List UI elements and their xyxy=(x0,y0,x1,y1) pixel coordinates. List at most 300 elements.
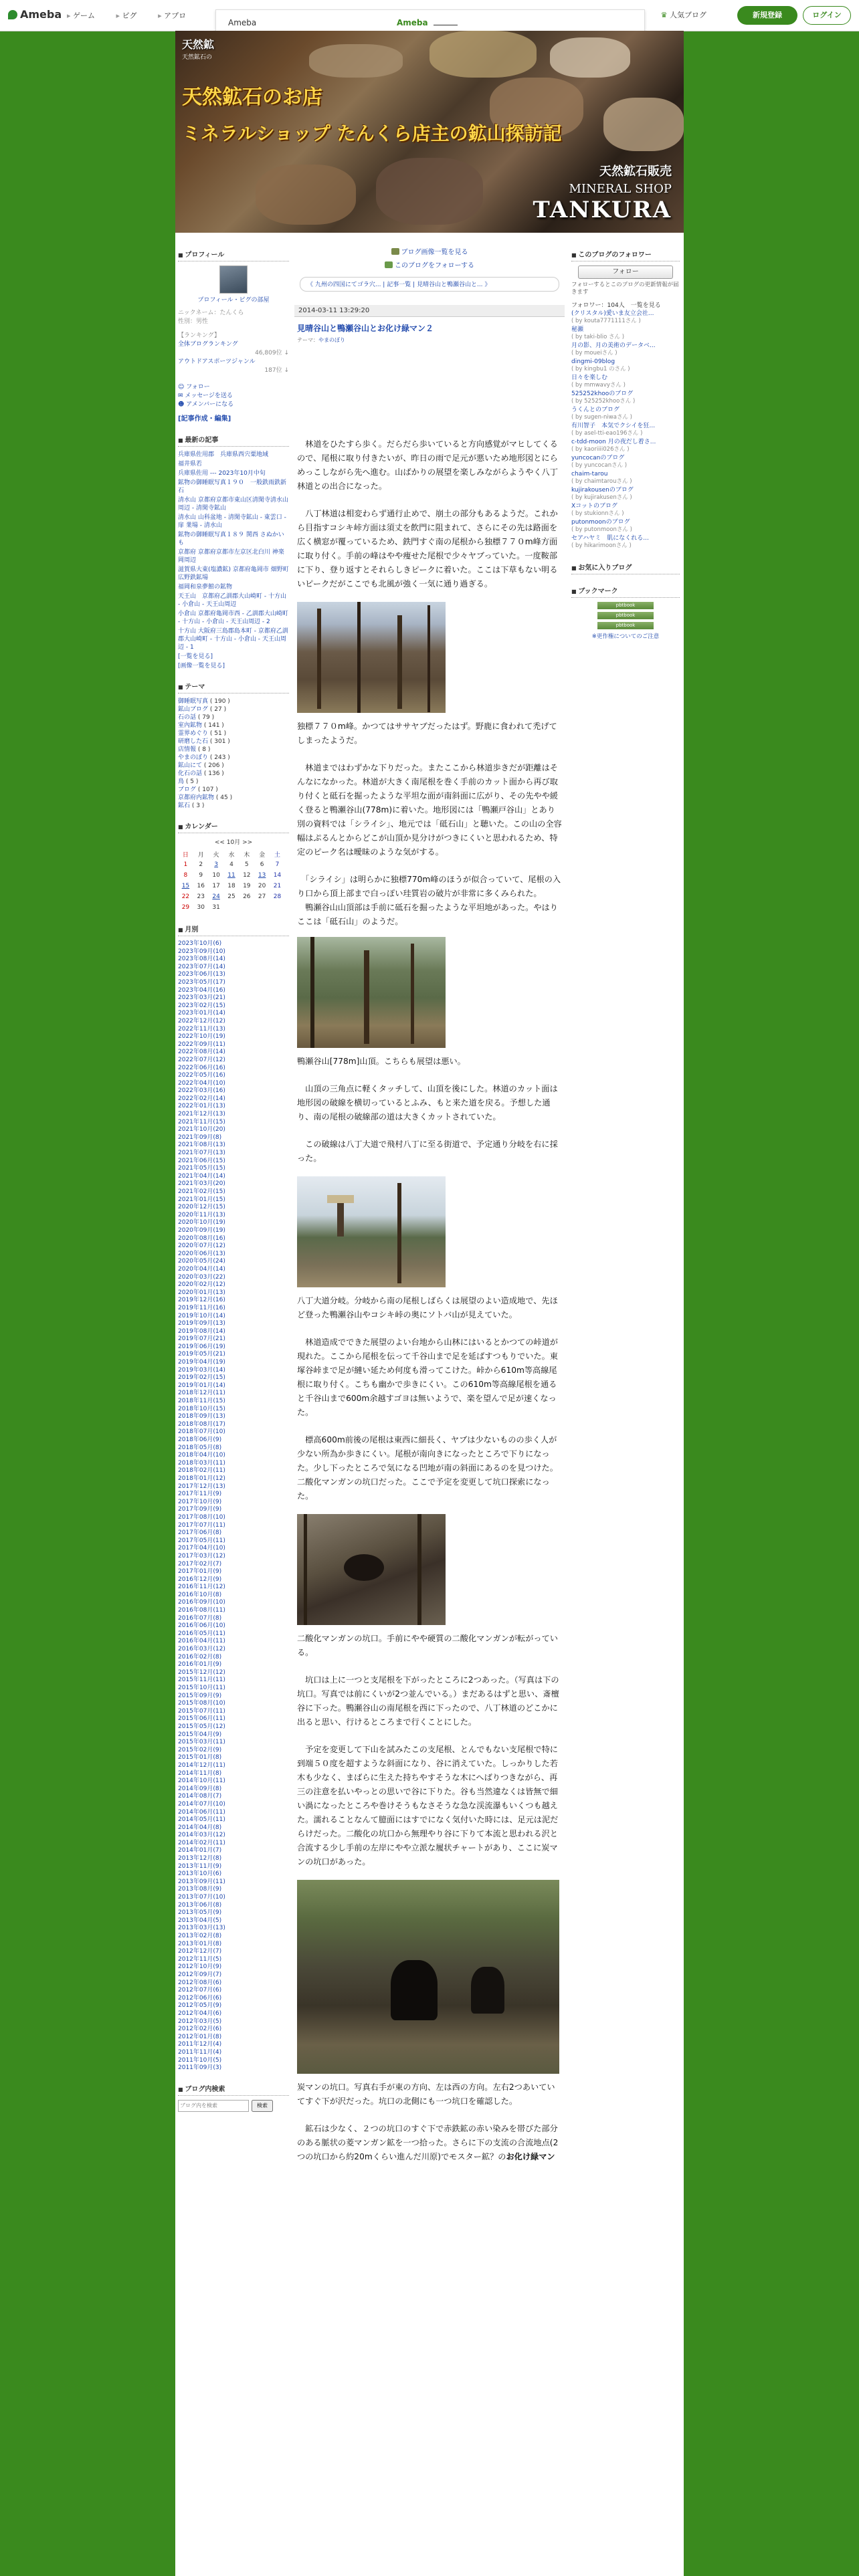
monthly-archive-link[interactable]: 2012年07月(6) xyxy=(178,1987,222,1994)
calendar-day: 28 xyxy=(273,893,282,900)
follower-blog-link[interactable]: dingmi-09blog xyxy=(571,358,615,365)
calendar-day: 5 xyxy=(244,861,249,868)
theme-item[interactable] xyxy=(178,770,289,778)
monthly-archive-link[interactable]: 2016年05月(11) xyxy=(178,1630,225,1637)
monthly-archive-link[interactable]: 2017年01月(9) xyxy=(178,1568,222,1576)
monthly-archive-link[interactable]: 2013年02月(8) xyxy=(178,1933,222,1939)
monthly-archive-link[interactable]: 2021年04月(14) xyxy=(178,1172,225,1180)
theme-item[interactable] xyxy=(178,738,289,746)
theme-count: ( 3 ) xyxy=(191,802,205,809)
monthly-archive-link[interactable]: 2018年11月(15) xyxy=(178,1398,225,1405)
theme-name: 御睡眠写真 xyxy=(178,698,209,705)
follower-blog-link[interactable]: 有川智子 本気でクシイを狂... xyxy=(571,423,656,429)
calendar-day: 17 xyxy=(212,883,220,889)
calendar-weekday: 水 xyxy=(228,851,235,859)
theme-item[interactable] xyxy=(178,714,289,722)
calendar-day[interactable]: 24 xyxy=(212,893,220,900)
theme-name: 鳥 xyxy=(178,778,185,785)
monthly-archive-link[interactable]: 2019年01月(14) xyxy=(178,1382,225,1389)
monthly-archive-link[interactable]: 2012年11月(5) xyxy=(178,1955,222,1963)
monthly-archive-link[interactable]: 2021年08月(13) xyxy=(178,1142,225,1149)
monthly-archive-link[interactable]: 2019年08月(14) xyxy=(178,1327,225,1335)
monthly-archive-link[interactable]: 2016年02月(8) xyxy=(178,1653,222,1660)
monthly-archive-link[interactable]: 2013年07月(10) xyxy=(178,1894,225,1901)
post-theme-label: テーマ： xyxy=(297,337,318,343)
recent-post-link[interactable]: 福岡和泉夢館の鉱物 xyxy=(178,584,233,591)
monthly-archive-link[interactable]: 2022年11月(13) xyxy=(178,1025,225,1033)
theme-item[interactable] xyxy=(178,722,289,730)
crown-icon: ♛ xyxy=(660,11,668,19)
follower-owner: ( by moueiさん ) xyxy=(571,350,617,356)
monthly-archive-link[interactable]: 2013年10月(6) xyxy=(178,1870,222,1878)
monthly-archive-link[interactable]: 2022年10月(19) xyxy=(178,1033,225,1041)
calendar-day[interactable]: 11 xyxy=(227,872,235,879)
theme-heading: ■ テーマ xyxy=(178,678,289,693)
monthly-archive-link[interactable]: 2012年04月(6) xyxy=(178,2010,222,2017)
theme-count: ( 206 ) xyxy=(203,762,224,769)
monthly-archive-link[interactable]: 2022年07月(12) xyxy=(178,1056,225,1063)
theme-name: 鉱山ブログ xyxy=(178,706,209,713)
follower-block xyxy=(571,246,680,550)
theme-count: ( 51 ) xyxy=(209,730,227,737)
monthly-archive-link[interactable]: 2021年06月(15) xyxy=(178,1157,225,1164)
recent-post-link[interactable]: 京都府 京都府京都市左京区北白川 神楽岡周辺 xyxy=(178,549,284,564)
recent-post-link[interactable]: 小倉山 京都府亀岡市西 - 乙訓郡大山崎町 - 十方山 - 小倉山 - 天王山周辺 - 2 xyxy=(178,611,288,625)
message-link[interactable]: ✉ メッセージを送る xyxy=(178,393,233,399)
ranking-genre-link[interactable]: アウトドアスポーツジャンル xyxy=(178,358,256,365)
photo-mine-entrance[interactable] xyxy=(297,1514,446,1625)
theme-item[interactable] xyxy=(178,706,289,714)
monthly-archive-link[interactable]: 2022年01月(13) xyxy=(178,1103,225,1110)
monthly-archive-link[interactable]: 2015年10月(11) xyxy=(178,1685,225,1691)
monthly-archive-link[interactable]: 2019年06月(19) xyxy=(178,1343,225,1350)
calendar-day: 6 xyxy=(260,861,264,868)
recent-post-link[interactable]: 福井県若 xyxy=(178,461,203,467)
monthly-archive-link[interactable]: 2017年11月(9) xyxy=(178,1491,222,1498)
edit-post-link[interactable]: [記事作成・編集] xyxy=(178,415,231,423)
recent-post-link[interactable]: 鉱物の御睡眠写真１９０ 一般鉄雨鉄新石 xyxy=(178,479,287,494)
monthly-archive-link[interactable]: 2013年09月(11) xyxy=(178,1878,225,1885)
theme-item[interactable] xyxy=(178,697,289,706)
follow-blog-link[interactable]: このブログをフォローする xyxy=(294,259,565,273)
calendar-day: 26 xyxy=(243,893,251,900)
theme-item[interactable] xyxy=(178,778,289,786)
banner-top-text: 天然鉱 xyxy=(182,38,215,51)
monthly-archive-link[interactable]: 2020年06月(13) xyxy=(178,1250,225,1257)
monthly-archive-link[interactable]: 2016年04月(11) xyxy=(178,1638,225,1645)
photo-caption: 独標７７０m峰。かつてはササヤブだったはず。野鹿に食われて禿げてしまったようだ。 xyxy=(297,722,557,745)
monthly-archive-link[interactable]: 2012年09月(7) xyxy=(178,1971,222,1978)
calendar-heading: ■ カレンダー xyxy=(178,818,289,833)
bookmark-badge[interactable]: pbtbook xyxy=(597,612,654,619)
follower-list xyxy=(571,310,680,550)
monthly-archive-link[interactable]: 2016年03月(12) xyxy=(178,1646,225,1653)
search-heading: ■ ブログ内検索 xyxy=(178,2080,289,2096)
monthly-archive-link[interactable]: 2023年10月(6) xyxy=(178,940,222,947)
follower-blog-link[interactable]: (クリスタル)愛いま友立会社... xyxy=(571,310,654,317)
ameba-logo[interactable]: Ameba xyxy=(8,8,62,21)
recent-post-link[interactable]: 十方山 大阪府三島郡島本町 - 京都府乙訓郡大山崎町 - 十方山 - 小倉山 - 天王山周辺 - 1 xyxy=(178,628,288,651)
monthly-archive-link[interactable]: 2021年03月(20) xyxy=(178,1180,225,1188)
recent-post-link[interactable]: [画像一覧を見る] xyxy=(178,663,225,669)
image-list-link[interactable]: ブログ画像一覧を見る xyxy=(294,246,565,259)
monthly-archive-link[interactable]: 2018年06月(9) xyxy=(178,1436,222,1443)
monthly-archive-link[interactable]: 2020年07月(12) xyxy=(178,1243,225,1250)
monthly-archive-list xyxy=(178,940,289,2072)
monthly-archive-link[interactable]: 2022年03月(16) xyxy=(178,1087,225,1095)
monthly-archive-link[interactable]: 2022年09月(11) xyxy=(178,1041,225,1048)
monthly-archive-link[interactable]: 2022年04月(10) xyxy=(178,1079,225,1087)
recent-post-link[interactable]: 清水山 京都府京都市東山区清閑寺清水山周辺 - 清閑寺鉱山 xyxy=(178,497,288,512)
monthly-archive-link[interactable]: 2020年01月(13) xyxy=(178,1289,225,1296)
monthly-archive-link[interactable]: 2023年08月(14) xyxy=(178,956,225,963)
monthly-archive-link[interactable]: 2013年03月(13) xyxy=(178,1925,225,1932)
calendar-day xyxy=(224,902,240,913)
monthly-archive-link[interactable]: 2015年03月(11) xyxy=(178,1739,225,1746)
monthly-archive-link[interactable]: 2019年10月(14) xyxy=(178,1312,225,1319)
post-paragraph: 山頂の三角点に軽くタッチして、山頂を後にした。林道のカット面は地形図の破線を横切っているとふみ、もと来た道を戻る。予想した通り、南の尾根の破線部の道は大きくカットされていた。 xyxy=(297,1084,558,1121)
follower-blog-link[interactable]: 秘瀬 xyxy=(571,326,584,333)
theme-name: 室內鉱物 xyxy=(178,722,203,729)
monthly-archive-link[interactable]: 2023年02月(15) xyxy=(178,1002,225,1009)
theme-name: 石の話 xyxy=(178,714,197,721)
monthly-archive-link[interactable]: 2020年12月(15) xyxy=(178,1204,225,1211)
calendar-weekday: 金 xyxy=(259,851,266,859)
monthly-archive-link[interactable]: 2017年02月(7) xyxy=(178,1560,222,1568)
follower-blog-link[interactable]: 525252khooのブログ xyxy=(571,391,634,397)
blog-banner[interactable] xyxy=(175,31,684,233)
post-paragraph: 八丁林道は相変わらず通行止めで、崩土の部分もあるようだ。これから目指すコシキ峠方面は須丈を飲門に阻まれて、さらにその先は路面を広く横窓が覆っているため、鉄門すぐ南の尾根から独標７７０m峰方面に取り付く。手前の峰はやや痩せた尾根で少々ヤブっていた。一度鞍部に下り、登り返すとそれらしきピークに着いた。ここは下草もない明るいピークだがここでも北風が強く一気に通り過ぎる。 xyxy=(297,509,558,588)
ad-label-left: Ameba xyxy=(228,18,257,27)
monthly-archive-link[interactable]: 2023年04月(16) xyxy=(178,986,225,994)
follow-link[interactable]: ☺ フォロー xyxy=(178,384,210,391)
copyright-note-link[interactable]: ※更作権についてのご注意 xyxy=(591,633,660,640)
bookmark-heading: ■ ブックマーク xyxy=(571,582,680,598)
monthly-archive-link[interactable]: 2017年08月(10) xyxy=(178,1513,225,1521)
calendar-day: 16 xyxy=(197,883,205,889)
monthly-archive-link[interactable]: 2017年09月(9) xyxy=(178,1506,222,1513)
recent-post-link[interactable]: 天王山 京都府乙訓郡大山崎町 - 十方山 - 小倉山 - 天王山周辺 xyxy=(178,593,286,608)
follower-blog-link[interactable]: kujirakousenのブログ xyxy=(571,487,634,494)
monthly-archive-link[interactable]: 2014年10月(11) xyxy=(178,1778,225,1785)
monthly-archive-link[interactable]: 2018年05月(8) xyxy=(178,1444,222,1451)
monthly-archive-link[interactable]: 2015年08月(10) xyxy=(178,1700,225,1707)
monthly-archive-link[interactable]: 2015年12月(12) xyxy=(178,1669,225,1676)
monthly-archive-link[interactable]: 2020年11月(13) xyxy=(178,1211,225,1218)
monthly-archive-link[interactable]: 2016年11月(12) xyxy=(178,1584,225,1591)
monthly-archive-link[interactable]: 2017年03月(12) xyxy=(178,1552,225,1560)
monthly-archive-link[interactable]: 2017年05月(11) xyxy=(178,1537,225,1544)
monthly-archive-link[interactable]: 2021年05月(15) xyxy=(178,1165,225,1172)
monthly-archive-link[interactable]: 2015年02月(9) xyxy=(178,1746,222,1753)
theme-item[interactable] xyxy=(178,786,289,794)
photo-manganese-mine[interactable] xyxy=(297,1880,559,2074)
monthly-archive-link[interactable]: 2018年07月(10) xyxy=(178,1428,225,1436)
follower-blog-link[interactable]: putonmoonのブログ xyxy=(571,519,630,526)
monthly-archive-link[interactable]: 2020年10月(19) xyxy=(178,1219,225,1226)
recent-post-link[interactable]: 滋賀県大東(塩濃鉱) 京都府亀岡市 畑野町広野鉄鉱場 xyxy=(178,566,289,581)
monthly-archive-link[interactable]: 2014年04月(8) xyxy=(178,1824,222,1831)
monthly-archive-link[interactable]: 2019年05月(21) xyxy=(178,1351,225,1358)
popular-blog-link[interactable]: ♛ 人気ブログ xyxy=(660,11,706,19)
recent-list xyxy=(178,451,289,670)
monthly-archive-link[interactable]: 2021年12月(13) xyxy=(178,1111,225,1118)
monthly-archive-link[interactable]: 2016年08月(11) xyxy=(178,1607,225,1614)
monthly-archive-link[interactable]: 2015年01月(8) xyxy=(178,1754,222,1761)
monthly-archive-link[interactable]: 2015年06月(11) xyxy=(178,1715,225,1723)
blog-search-input[interactable] xyxy=(178,2100,249,2112)
calendar-day: 31 xyxy=(212,904,220,911)
monthly-archive-link[interactable]: 2019年07月(21) xyxy=(178,1335,225,1343)
monthly-archive-link[interactable]: 2021年07月(13) xyxy=(178,1150,225,1157)
monthly-archive-link[interactable]: 2012年10月(9) xyxy=(178,1963,222,1971)
monthly-archive-link[interactable]: 2015年04月(9) xyxy=(178,1731,222,1738)
theme-count: ( 190 ) xyxy=(209,698,230,705)
monthly-archive-link[interactable]: 2012年03月(5) xyxy=(178,2018,222,2025)
theme-item[interactable] xyxy=(178,802,289,810)
calendar-weekday: 土 xyxy=(274,851,281,859)
theme-count: ( 243 ) xyxy=(209,754,230,761)
post-pager[interactable]: 《 九州の四国にてゴラ穴... | 記事一覧 | 見晴谷山と鴨瀬谷山と... 》 xyxy=(300,277,559,292)
monthly-archive-link[interactable]: 2020年02月(12) xyxy=(178,1281,225,1289)
bookmark-badge[interactable]: pbtbook xyxy=(597,602,654,609)
monthly-archive-link[interactable]: 2013年05月(9) xyxy=(178,1909,222,1917)
follower-blog-link[interactable]: 月の影、月の美術のデータベ... xyxy=(571,342,656,349)
monthly-archive-link[interactable]: 2022年06月(16) xyxy=(178,1064,225,1071)
calendar-nav[interactable]: << 10月 >> xyxy=(214,839,253,846)
nav-apro[interactable]: ▸ アプロ xyxy=(158,11,186,20)
monthly-archive-link[interactable]: 2013年11月(9) xyxy=(178,1862,222,1870)
monthly-archive-link[interactable]: 2020年09月(19) xyxy=(178,1226,225,1234)
monthly-archive-link[interactable]: 2020年03月(22) xyxy=(178,1273,225,1281)
favorite-blog-block xyxy=(571,559,680,574)
monthly-archive-link[interactable]: 2019年04月(19) xyxy=(178,1359,225,1366)
monthly-archive-link[interactable]: 2023年05月(17) xyxy=(178,978,225,986)
monthly-archive-link[interactable]: 2015年11月(11) xyxy=(178,1677,225,1684)
monthly-archive-link[interactable]: 2022年12月(12) xyxy=(178,1017,225,1025)
monthly-archive-link[interactable]: 2014年02月(11) xyxy=(178,1839,225,1846)
follower-owner: ( by chaimtarouさん ) xyxy=(571,478,632,485)
profile-avatar[interactable] xyxy=(219,265,248,294)
monthly-archive-link[interactable]: 2016年09月(10) xyxy=(178,1599,225,1606)
calendar-day: 10 xyxy=(212,872,220,879)
monthly-archive-link[interactable]: 2014年12月(11) xyxy=(178,1761,225,1769)
theme-item[interactable] xyxy=(178,754,289,762)
profile-link[interactable]: プロフィール・ピグの部屋 xyxy=(197,297,270,304)
nav-pigg[interactable]: ▸ ピグ xyxy=(116,11,137,20)
monthly-archive-link[interactable]: 2017年06月(8) xyxy=(178,1529,222,1537)
monthly-archive-link[interactable]: 2018年10月(15) xyxy=(178,1405,225,1412)
theme-count: ( 141 ) xyxy=(203,722,224,729)
monthly-archive-link[interactable]: 2017年04月(10) xyxy=(178,1545,225,1552)
monthly-archive-link[interactable]: 2011年11月(4) xyxy=(178,2048,222,2056)
monthly-archive-link[interactable]: 2019年12月(16) xyxy=(178,1297,225,1304)
calendar-day: 4 xyxy=(229,861,233,868)
monthly-archive-link[interactable]: 2014年07月(10) xyxy=(178,1800,225,1808)
monthly-archive-link[interactable]: 2019年02月(15) xyxy=(178,1374,225,1382)
monthly-archive-link[interactable]: 2018年01月(12) xyxy=(178,1475,225,1482)
monthly-archive-link[interactable]: 2013年01月(8) xyxy=(178,1940,222,1947)
recent-post-link[interactable]: 兵庫県佐用郡 兵庫県西宍粟地域 xyxy=(178,451,269,458)
monthly-archive-link[interactable]: 2016年01月(9) xyxy=(178,1661,222,1669)
monthly-archive-link[interactable]: 2016年07月(8) xyxy=(178,1614,222,1622)
monthly-archive-link[interactable]: 2016年12月(9) xyxy=(178,1576,222,1583)
follower-blog-link[interactable]: chaim-tarou xyxy=(571,471,608,477)
calendar-day: 20 xyxy=(258,883,266,889)
favorite-heading: ■ お気に入りブログ xyxy=(571,559,680,574)
calendar-weekday: 日 xyxy=(182,851,189,859)
bold-term: お化け緑マン xyxy=(506,2152,555,2161)
monthly-archive-link[interactable]: 2013年08月(9) xyxy=(178,1886,222,1893)
monthly-archive-link[interactable]: 2012年02月(6) xyxy=(178,2026,222,2033)
banner-shop-en: MINERAL SHOP xyxy=(569,182,672,196)
nav-game[interactable]: ▸ ゲーム xyxy=(67,11,95,20)
monthly-archive-link[interactable]: 2020年08月(16) xyxy=(178,1235,225,1242)
recent-heading: ■ 最新の記事 xyxy=(178,431,289,447)
monthly-archive-link[interactable]: 2022年05月(16) xyxy=(178,1072,225,1079)
monthly-archive-link[interactable]: 2020年04月(14) xyxy=(178,1265,225,1273)
calendar-day: 2 xyxy=(199,861,203,868)
monthly-archive-link[interactable]: 2023年09月(10) xyxy=(178,948,225,955)
monthly-archive-link[interactable]: 2017年12月(13) xyxy=(178,1483,225,1490)
calendar-day: 25 xyxy=(227,893,235,900)
monthly-archive-link[interactable]: 2015年09月(9) xyxy=(178,1692,222,1699)
recent-post-link[interactable]: 鉱物の御睡眠写真１８９ 関西 さぬかいも xyxy=(178,532,284,546)
signup-button[interactable]: 新規登録 xyxy=(737,6,797,25)
monthly-archive-link[interactable]: 2021年02月(15) xyxy=(178,1188,225,1195)
follower-blog-link[interactable]: うくんとのブログ xyxy=(571,407,620,413)
ranking-overall-link[interactable]: 全体ブログランキング xyxy=(178,341,238,348)
banner-title-line2: ミネラルショップ たんくら店主の鉱山探訪記 xyxy=(182,122,562,144)
calendar-day: 7 xyxy=(275,861,280,868)
follower-count[interactable]: フォロワー：104人 一覧を見る xyxy=(571,302,661,309)
ranking-genre-value: 187位 ↓ xyxy=(264,367,289,374)
monthly-archive-link[interactable]: 2017年07月(11) xyxy=(178,1521,225,1529)
photo-caption: 炭マンの坑口。写真右手が東の方向、左は西の方向。左右2つあいていてすぐ下が沢だった。坑口の北側にも一つ坑口を確認した。 xyxy=(297,2082,555,2106)
follower-blog-link[interactable]: c-tdd-moon 月の夜だし着さ... xyxy=(571,439,656,445)
follower-owner: ( by kouta7771111さん ) xyxy=(571,318,641,324)
post-paragraph: 「シライシ」は明らかに独標770m峰のほうが似合っていて、尾根の入り口から頂上部まで白っぽい珪質岩の破片が非常に多くみられた。 xyxy=(297,875,561,898)
theme-item[interactable] xyxy=(178,746,289,754)
monthly-archive-link[interactable]: 2014年08月(7) xyxy=(178,1793,222,1800)
follower-blog-link[interactable]: 日々を楽しむ xyxy=(571,374,608,381)
ad-label-right[interactable]: Ameba xyxy=(397,18,458,27)
recent-post-link[interactable]: 清水山 山科盆地 - 清閑寺鉱山 - 東雲口 - 扉 業場 - 清水山 xyxy=(178,514,286,529)
banner-shop-jp: 天然鉱石販売 xyxy=(599,165,672,179)
monthly-archive-link[interactable]: 2022年02月(14) xyxy=(178,1095,225,1102)
monthly-archive-link[interactable]: 2021年11月(15) xyxy=(178,1118,225,1125)
calendar-day: 14 xyxy=(273,872,282,879)
theme-name: 化石の話 xyxy=(178,770,203,777)
post-paragraph: 林道まではわずかな下りだった。またここから林道歩きだが距離はそんなになかった。林道が大きく南尾根を巻く手前のカット面から再び取り付くと砥石を掘ったような平坦な面が南斜面に広がり、その先やや緩く登ると鴨瀬谷山(778m)に着いた。地形図には「鴨瀬戸谷山」とあり別の資料では「シライシ」、地元では「砥石山」と聴いた。この山の全容幅はぷるんとからどこが山頂か見分けがつきにくいと思われるため、特定のピーク名は曖昧のような気がする。 xyxy=(297,763,562,857)
monthly-archive-link[interactable]: 2016年10月(8) xyxy=(178,1591,222,1598)
calendar-day[interactable]: 15 xyxy=(181,883,190,889)
monthly-archive-link[interactable]: 2018年02月(11) xyxy=(178,1467,225,1475)
monthly-archive-link[interactable]: 2015年05月(12) xyxy=(178,1723,225,1730)
calendar-day: 1 xyxy=(183,861,188,868)
monthly-archive-link[interactable]: 2014年11月(8) xyxy=(178,1769,222,1777)
theme-item[interactable] xyxy=(178,762,289,770)
photo-trail-junction[interactable] xyxy=(297,1176,446,1287)
monthly-archive-link[interactable]: 2019年11月(16) xyxy=(178,1304,225,1311)
theme-name: ブログ xyxy=(178,786,197,793)
monthly-archive-link[interactable]: 2023年06月(13) xyxy=(178,971,225,978)
photo-summit[interactable] xyxy=(297,937,446,1048)
bookmark-badge[interactable]: pbtbook xyxy=(597,622,654,629)
calendar-day xyxy=(270,902,285,913)
recent-post-link[interactable]: 兵庫県佐用 --- 2023年10月中旬 xyxy=(178,470,266,477)
recent-post-link[interactable]: [一覧を見る] xyxy=(178,653,213,660)
monthly-archive-link[interactable]: 2023年01月(14) xyxy=(178,1010,225,1017)
post-paragraph: 林道をひたすら歩く。だらだら歩いていると方向感覚がマヒしてくるので、尾根に取り付きたいが、昨日の雨で足元が悪いため地形図とにらめっこしながら先へ進む。山ばかりの展望を楽しみながらようやく八丁林道との出合になった。 xyxy=(297,439,558,491)
login-button[interactable]: ログイン xyxy=(803,6,851,25)
monthly-archive-link[interactable]: 2021年01月(15) xyxy=(178,1196,225,1203)
monthly-archive-link[interactable]: 2019年03月(14) xyxy=(178,1366,225,1374)
monthly-archive-link[interactable]: 2023年03月(21) xyxy=(178,994,225,1002)
monthly-archive-link[interactable]: 2020年05月(24) xyxy=(178,1258,225,1265)
follower-blog-link[interactable]: セアハヤミ 肌になくれる... xyxy=(571,535,649,542)
calendar-weekday: 月 xyxy=(197,851,204,859)
post-body xyxy=(294,437,565,2164)
photo-forest-peak[interactable] xyxy=(297,602,446,713)
monthly-archive-link[interactable]: 2012年06月(6) xyxy=(178,1994,222,2002)
post-theme-link[interactable]: やまのぼり xyxy=(318,337,345,343)
monthly-archive-link[interactable]: 2014年05月(11) xyxy=(178,1816,225,1824)
follower-blog-link[interactable]: yuncocanのブログ xyxy=(571,455,625,461)
monthly-archive-link[interactable]: 2017年10月(9) xyxy=(178,1498,222,1505)
monthly-archive-link[interactable]: 2013年04月(5) xyxy=(178,1917,222,1924)
monthly-archive-link[interactable]: 2016年06月(10) xyxy=(178,1622,225,1630)
monthly-archive-link[interactable]: 2012年01月(8) xyxy=(178,2033,222,2040)
monthly-archive-link[interactable]: 2013年06月(8) xyxy=(178,1901,222,1909)
monthly-archive-link[interactable]: 2022年08月(14) xyxy=(178,1049,225,1056)
theme-count: ( 8 ) xyxy=(197,746,211,753)
post-title[interactable]: 見晴谷山と鴨瀬谷山とお化け緑マン２ xyxy=(297,324,434,333)
monthly-archive-link[interactable]: 2014年06月(11) xyxy=(178,1808,225,1816)
monthly-archive-link[interactable]: 2013年12月(8) xyxy=(178,1855,222,1862)
monthly-archive-link[interactable]: 2012年12月(7) xyxy=(178,1948,222,1955)
monthly-archive-link[interactable]: 2019年09月(13) xyxy=(178,1320,225,1327)
monthly-archive-link[interactable]: 2014年03月(12) xyxy=(178,1832,225,1839)
monthly-archive-link[interactable]: 2011年10月(5) xyxy=(178,2056,222,2064)
follower-blog-link[interactable]: Xコットのブログ xyxy=(571,503,617,510)
monthly-archive-link[interactable]: 2014年01月(7) xyxy=(178,1847,222,1854)
calendar-day[interactable]: 13 xyxy=(258,872,266,879)
monthly-archive-link[interactable]: 2018年04月(10) xyxy=(178,1452,225,1459)
monthly-archive-link[interactable]: 2011年12月(4) xyxy=(178,2041,222,2048)
blog-search-button[interactable]: 検索 xyxy=(252,2100,273,2112)
amember-link[interactable]: ☻ アメンバーになる xyxy=(178,401,234,408)
monthly-archive-link[interactable]: 2014年09月(8) xyxy=(178,1785,222,1792)
monthly-archive-link[interactable]: 2011年09月(3) xyxy=(178,2064,222,2072)
monthly-archive-link[interactable]: 2021年09月(8) xyxy=(178,1134,222,1141)
monthly-archive-link[interactable]: 2021年10月(20) xyxy=(178,1126,225,1134)
monthly-archive-link[interactable]: 2018年03月(11) xyxy=(178,1459,225,1467)
follow-button[interactable]: フォロー xyxy=(578,265,673,279)
monthly-archive-link[interactable]: 2012年05月(9) xyxy=(178,2002,222,2010)
calendar-day: 9 xyxy=(199,872,203,879)
monthly-archive-link[interactable]: 2018年12月(11) xyxy=(178,1390,225,1397)
monthly-archive-link[interactable]: 2015年07月(11) xyxy=(178,1707,225,1715)
monthly-archive-link[interactable]: 2018年08月(17) xyxy=(178,1420,225,1428)
monthly-archive-link[interactable]: 2012年08月(6) xyxy=(178,1979,222,1986)
monthly-archive-link[interactable]: 2023年07月(14) xyxy=(178,963,225,970)
calendar-day[interactable]: 3 xyxy=(214,861,218,868)
theme-item[interactable] xyxy=(178,794,289,802)
post-paragraph: 鉱石は少なく、２つの坑口のすぐ下で赤鉄鉱の赤い染みを帯びた部分のある脈状の菱マンガン鉱を一つ拾った。さらに下の支流の合流地点(2つの坑口から約20mくらい進んだ川原)でモスター鉱？のお化け緑マン xyxy=(297,2124,559,2161)
monthly-archive-link[interactable]: 2018年09月(13) xyxy=(178,1413,225,1420)
theme-item[interactable] xyxy=(178,730,289,738)
